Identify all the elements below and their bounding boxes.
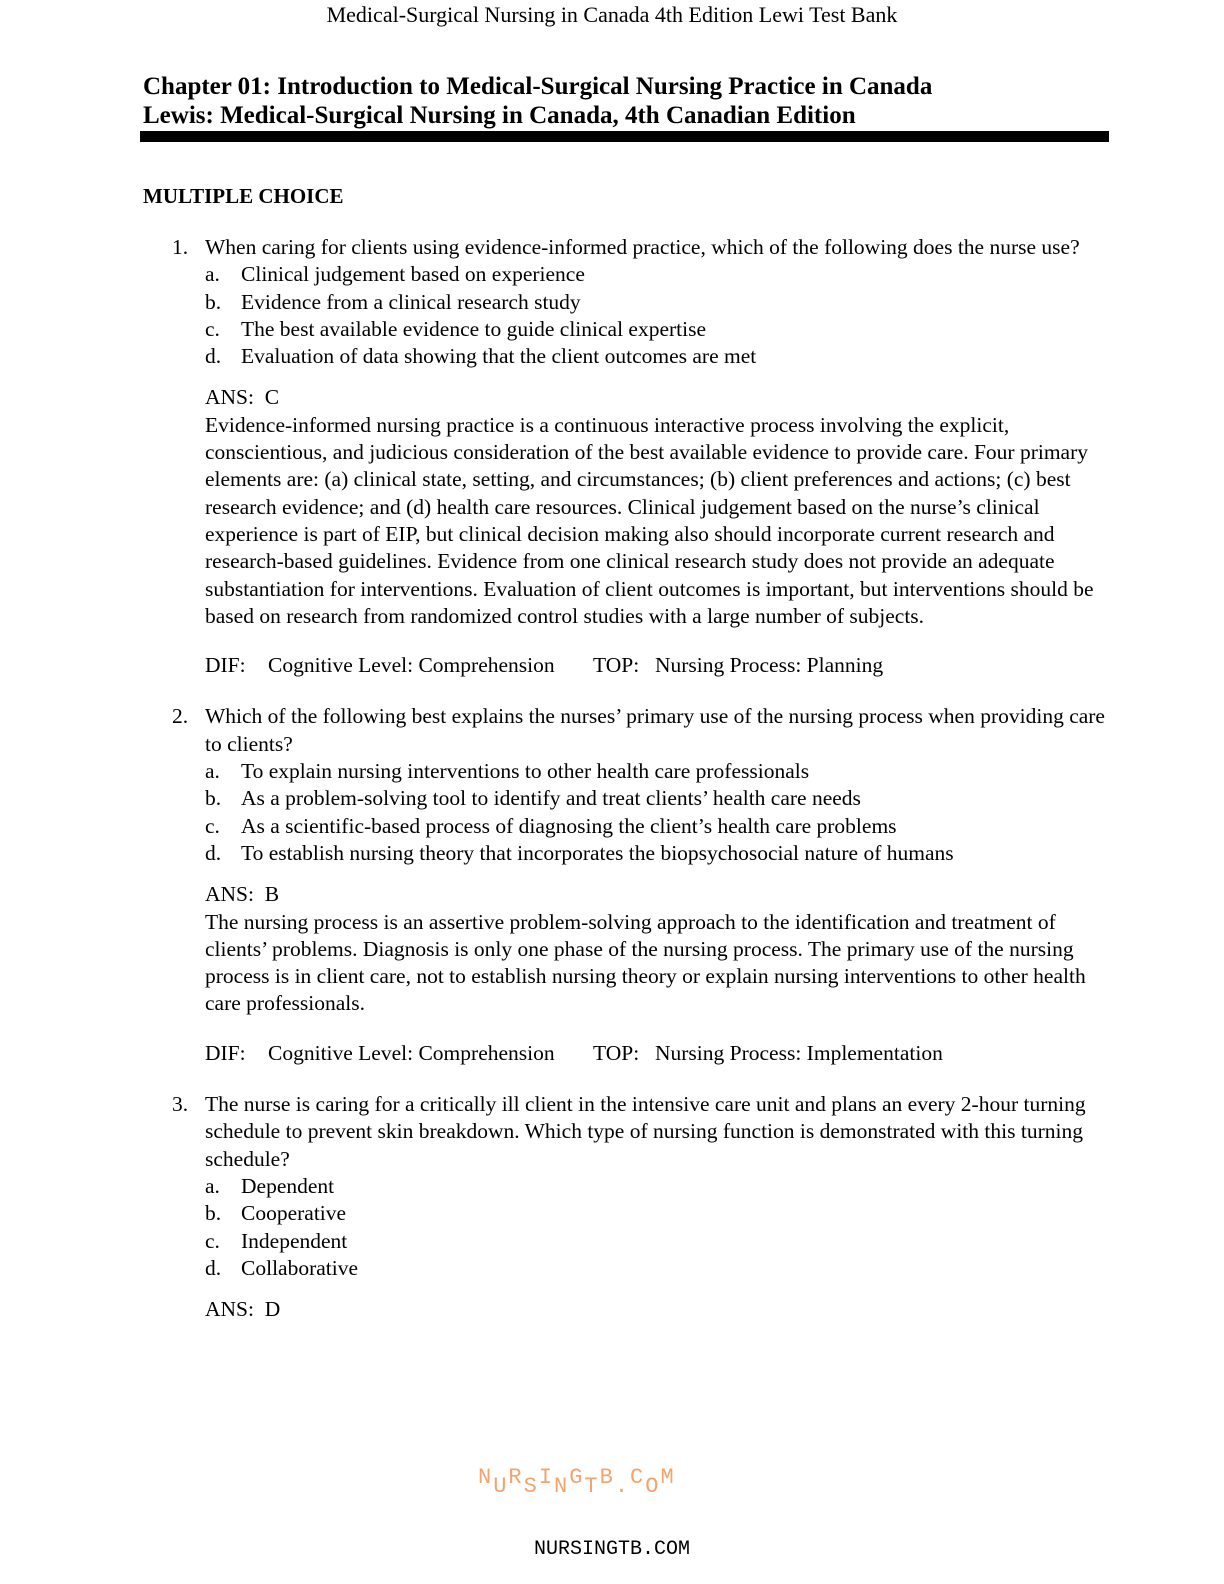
option-letter: a. (205, 1173, 220, 1198)
question-number: 3. (172, 1092, 189, 1117)
option-text: As a problem-solving tool to identify and treat clients’ health care needs (241, 786, 861, 811)
option-letter: c. (205, 316, 220, 341)
rationale: Evidence-informed nursing practice is a continuous interactive process involving the explicit, conscientious, and judicious consideration of the best available evidence to provide care. Four primary elements are: (a) clinical state, setting, and circumstances; (b) client preferences and actions; (c) best research evidence; and (d) health care resources. Clinical judgement based on the nurse’s clinical experience is part of EIP, but clinical decision making also should incorporate current research and research-based guidelines. Evidence from one clinical research study does not provide an adequate substantiation for interventions. Evaluation of client outcomes is important, but interventions should be based on research from randomized control studies with a large number of subjects. (205, 412, 1094, 628)
option-b (205, 289, 1112, 316)
watermark-letter: S (523, 1474, 539, 1499)
top-label: TOP: (593, 1040, 640, 1065)
question-2 (172, 703, 1112, 1067)
question-number: 2. (172, 704, 189, 729)
option-text: Dependent (241, 1173, 335, 1198)
dif-value: Cognitive Level: Comprehension (268, 1040, 555, 1065)
option-text: Collaborative (241, 1255, 359, 1280)
running-header: Medical-Surgical Nursing in Canada 4th Edition Lewi Test Bank (326, 2, 898, 27)
option-letter: c. (205, 813, 220, 838)
title-rule (140, 131, 1109, 142)
footer-site: NURSINGTB.COM (533, 1538, 691, 1561)
option-text: As a scientific-based process of diagnosing the client’s health care problems (241, 813, 897, 838)
watermark-letter: T (584, 1474, 600, 1499)
option-letter: a. (205, 759, 220, 784)
dif-value: Cognitive Level: Comprehension (268, 653, 555, 678)
question-3 (172, 1091, 1112, 1323)
top-value: Nursing Process: Planning (655, 653, 884, 678)
option-c (205, 1228, 1112, 1255)
option-text: To establish nursing theory that incorporates the biopsychosocial nature of humans (241, 840, 954, 865)
option-a (205, 261, 1112, 288)
watermark-letter: N (554, 1474, 570, 1499)
option-letter: c. (205, 1228, 220, 1253)
watermark-letter: R (508, 1465, 524, 1490)
option-letter: b. (205, 786, 222, 811)
answer-value: B (264, 882, 280, 907)
dif-label: DIF: (205, 653, 246, 678)
option-a (205, 1173, 1112, 1200)
answer (205, 1296, 1112, 1323)
option-text: Cooperative (241, 1201, 347, 1226)
option-d (205, 1255, 1112, 1282)
option-text: Independent (241, 1228, 348, 1253)
answer-label: ANS: (205, 385, 254, 410)
watermark (478, 1465, 676, 1499)
top-label: TOP: (593, 653, 640, 678)
rationale: The nursing process is an assertive problem-solving approach to the identification and treatment of clients’ problems. Diagnosis is only one phase of the nursing process. The primary use of the nursing process is in client care, not to establish nursing theory or explain nursing interventions to other health care professionals. (205, 909, 1086, 1016)
watermark-letter: . (614, 1474, 631, 1499)
watermark-letter: M (660, 1465, 676, 1490)
option-letter: d. (205, 344, 222, 369)
watermark-letter: G (569, 1465, 585, 1490)
chapter-title: Chapter 01: Introduction to Medical-Surgical Nursing Practice in Canada (143, 73, 933, 100)
option-text: Evaluation of data showing that the client outcomes are met (241, 344, 757, 369)
option-text: Clinical judgement based on experience (241, 262, 585, 287)
answer (205, 384, 1112, 411)
watermark-letter: U (493, 1474, 509, 1499)
watermark-letter: B (599, 1465, 615, 1490)
question-meta (205, 1040, 1112, 1067)
option-letter: a. (205, 262, 220, 287)
option-text: To explain nursing interventions to other health care professionals (241, 759, 810, 784)
question-text: The nurse is caring for a critically ill client in the intensive care unit and plans an every 2-hour turning schedule to prevent skin breakdown. Which type of nursing function is demonstrated with this turning schedule? (205, 1092, 1086, 1171)
book-title: Lewis: Medical-Surgical Nursing in Canada, 4th Canadian Edition (143, 102, 856, 129)
option-text: The best available evidence to guide clinical expertise (241, 316, 707, 341)
question-number: 1. (172, 235, 189, 259)
option-c (205, 813, 1112, 840)
question-list (172, 234, 1112, 1323)
option-a (205, 758, 1112, 785)
option-letter: b. (205, 1201, 222, 1226)
watermark-letter: C (630, 1465, 646, 1490)
option-b (205, 1200, 1112, 1227)
watermark-letter: I (538, 1465, 555, 1490)
question-1 (172, 234, 1112, 679)
question-meta (205, 652, 1112, 679)
question-text: When caring for clients using evidence-informed practice, which of the following does the nurse use? (205, 235, 1080, 259)
answer-value: C (264, 385, 280, 410)
section-heading: MULTIPLE CHOICE (143, 184, 344, 208)
answer-label: ANS: (205, 1297, 254, 1322)
option-letter: d. (205, 1255, 222, 1280)
option-letter: b. (205, 289, 222, 314)
dif-label: DIF: (205, 1040, 246, 1065)
answer-label: ANS: (205, 882, 254, 907)
option-letter: d. (205, 840, 222, 865)
watermark-letter: N (478, 1465, 494, 1490)
option-text: Evidence from a clinical research study (241, 289, 581, 314)
option-b (205, 785, 1112, 812)
answer-value: D (264, 1297, 281, 1322)
option-d (205, 840, 1112, 867)
watermark-letter: O (645, 1474, 661, 1499)
top-value: Nursing Process: Implementation (655, 1040, 943, 1065)
answer (205, 881, 1112, 908)
question-text: Which of the following best explains the nurses’ primary use of the nursing process when providing care to clients? (205, 704, 1105, 756)
option-c (205, 316, 1112, 343)
option-d (205, 343, 1112, 370)
